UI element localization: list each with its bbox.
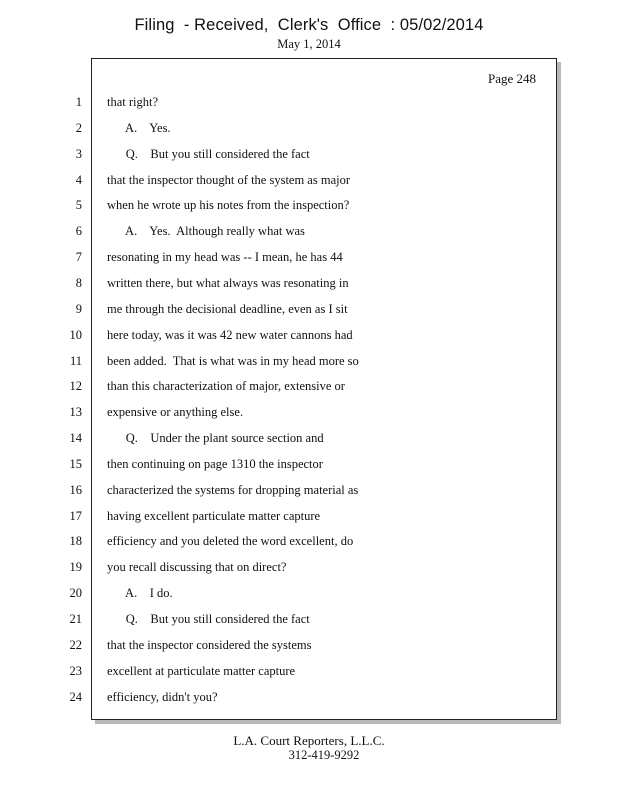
- transcript-line: excellent at particulate matter capture: [107, 664, 296, 678]
- line-number: 13: [69, 405, 82, 419]
- transcript-line: you recall discussing that on direct?: [107, 560, 287, 574]
- transcript-line: written there, but what always was resonating in: [107, 276, 349, 290]
- transcript-line: that the inspector considered the systems: [107, 638, 312, 652]
- transcript-line: Q. Under the plant source section and: [107, 431, 324, 445]
- line-number: 1: [75, 95, 82, 109]
- line-number: 18: [69, 534, 82, 548]
- transcript-line: that right?: [107, 95, 159, 109]
- reporter-phone: 312-419-9292: [288, 748, 360, 762]
- line-number: 20: [69, 586, 82, 600]
- transcript-line: here today, was it was 42 new water cannons had: [107, 328, 353, 342]
- transcript-line: Q. But you still considered the fact: [107, 147, 310, 161]
- line-number: 12: [69, 379, 82, 393]
- line-number: 2: [75, 121, 82, 135]
- line-number: 10: [69, 328, 82, 342]
- filing-stamp: Filing - Received, Clerk's Office : 05/02/2014: [134, 16, 484, 34]
- line-number: 23: [69, 664, 82, 678]
- line-number: 4: [75, 173, 82, 187]
- line-number: 3: [75, 147, 82, 161]
- transcript-line: efficiency, didn't you?: [107, 690, 218, 704]
- transcript-line: than this characterization of major, extensive or: [107, 379, 345, 393]
- transcript-date: May 1, 2014: [277, 37, 341, 51]
- transcript-line: efficiency and you deleted the word excellent, do: [107, 534, 354, 548]
- page-number: Page 248: [487, 71, 536, 86]
- transcript-line: expensive or anything else.: [107, 405, 244, 419]
- line-number: 5: [75, 198, 82, 212]
- transcript-line: Q. But you still considered the fact: [107, 612, 310, 626]
- transcript-line: having excellent particulate matter capture: [107, 509, 321, 523]
- line-number: 22: [69, 638, 82, 652]
- line-number: 17: [69, 509, 82, 523]
- transcript-line: when he wrote up his notes from the inspection?: [107, 198, 350, 212]
- line-number: 6: [75, 224, 82, 238]
- transcript-line: A. I do.: [107, 586, 173, 600]
- transcript-line: A. Yes. Although really what was: [107, 224, 305, 238]
- line-number: 24: [69, 690, 82, 704]
- line-number: 21: [69, 612, 82, 626]
- reporter-company: L.A. Court Reporters, L.L.C.: [233, 733, 385, 748]
- line-number: 19: [69, 560, 82, 574]
- transcript-line: characterized the systems for dropping material as: [107, 483, 359, 497]
- line-number: 15: [69, 457, 82, 471]
- transcript-line: resonating in my head was -- I mean, he has 44: [107, 250, 343, 264]
- line-number: 8: [75, 276, 82, 290]
- transcript-line: then continuing on page 1310 the inspector: [107, 457, 323, 471]
- transcript-line: A. Yes.: [107, 121, 171, 135]
- transcript-line: me through the decisional deadline, even as I sit: [107, 302, 348, 316]
- line-number: 7: [75, 250, 82, 264]
- transcript-line: been added. That is what was in my head more so: [107, 354, 359, 368]
- transcript-line: that the inspector thought of the system as major: [107, 173, 351, 187]
- line-number: 11: [69, 354, 82, 368]
- line-number: 9: [75, 302, 82, 316]
- line-number: 14: [69, 431, 82, 445]
- line-number: 16: [69, 483, 82, 497]
